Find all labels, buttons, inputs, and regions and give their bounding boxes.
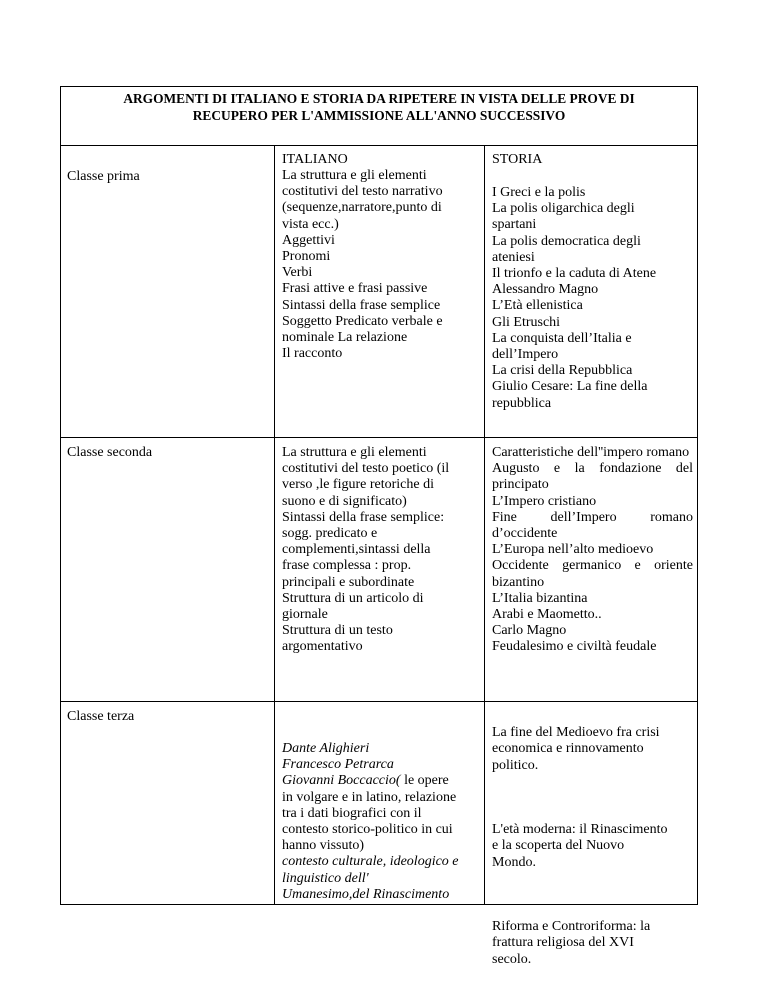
storia-header: STORIA [492,152,543,167]
storia-item: L’Impero cristiano [492,493,597,509]
row-label-terza: Classe terza [67,709,135,724]
storia-cell-terza [492,709,693,984]
italiano-works-note: le opere in volgare e in latino, relazione tra i dati biografici con il contesto storico-politico in cui hanno vissuto) [282,773,457,854]
row-divider-1 [60,437,698,438]
row-label-prima: Classe prima [67,169,140,184]
italiano-header: ITALIANO [282,152,348,167]
storia-paragraph: Riforma e Controriforma: la frattura religiosa del XVI secolo. [492,919,651,967]
storia-paragraph: L'età moderna: il Rinascimento e la scoperta del Nuovo Mondo. [492,822,668,870]
storia-cell-seconda [492,445,693,656]
italiano-authors: Dante Alighieri Francesco Petrarca Giovanni Boccaccio( [282,741,401,789]
storia-item: Feudalesimo e civiltà feudale [492,639,657,655]
storia-item: Augusto e la fondazione del principato [492,461,693,493]
column-divider-2 [484,146,485,905]
storia-item: L’Italia bizantina [492,590,588,606]
storia-item: Fine dell’Impero romano d’occidente [492,509,693,542]
title-line-2: RECUPERO PER L'AMMISSIONE ALL'ANNO SUCCESSIVO [192,108,566,123]
column-divider-1 [274,146,275,905]
document-title [60,86,698,146]
row-label-seconda: Classe seconda [67,445,153,460]
storia-item: Carlo Magno [492,623,567,639]
storia-cell-prima: I Greci e la polis La polis oligarchica degli spartani La polis democratica degli ateniesi Il trionfo e la caduta di Atene Alessandro Magno L’Età ellenistica Gli Etruschi La conquista dell’Italia e dell’Impero La crisi della Repubblica Giulio Cesare: La fine della repubblica [492,185,657,411]
storia-item: Occidente germanico e oriente bizantino [492,558,693,590]
italiano-cell-seconda: La struttura e gli elementi costitutivi del testo poetico (il verso ,le figure retoriche di suono e di significato) Sintassi della frase semplice: sogg. predicato e complementi,sintassi della frase complessa : prop. principali e subordinate Struttura di un articolo di giornale Struttura di un testo argomentativo [282,445,450,655]
italiano-cell-terza [282,741,480,903]
storia-item: L’Europa nell’alto medioevo [492,542,654,558]
italiano-context-note: contesto culturale, ideologico e linguistico dell' Umanesimo,del Rinascimento [282,854,459,902]
storia-paragraph: La fine del Medioevo fra crisi economica e rinnovamento politico. [492,725,660,773]
row-divider-2 [60,701,698,702]
storia-item: Arabi e Maometto.. [492,607,602,623]
title-line-1: ARGOMENTI DI ITALIANO E STORIA DA RIPETERE IN VISTA DELLE PROVE DI [123,91,635,106]
storia-item: Caratteristiche dell''impero romano [492,445,690,460]
italiano-cell-prima: La struttura e gli elementi costitutivi del testo narrativo (sequenze,narratore,punto di vista ecc.) Aggettivi Pronomi Verbi Frasi attive e frasi passive Sintassi della frase semplice Soggetto Predicato verbale e nominale La relazione Il racconto [282,168,443,362]
